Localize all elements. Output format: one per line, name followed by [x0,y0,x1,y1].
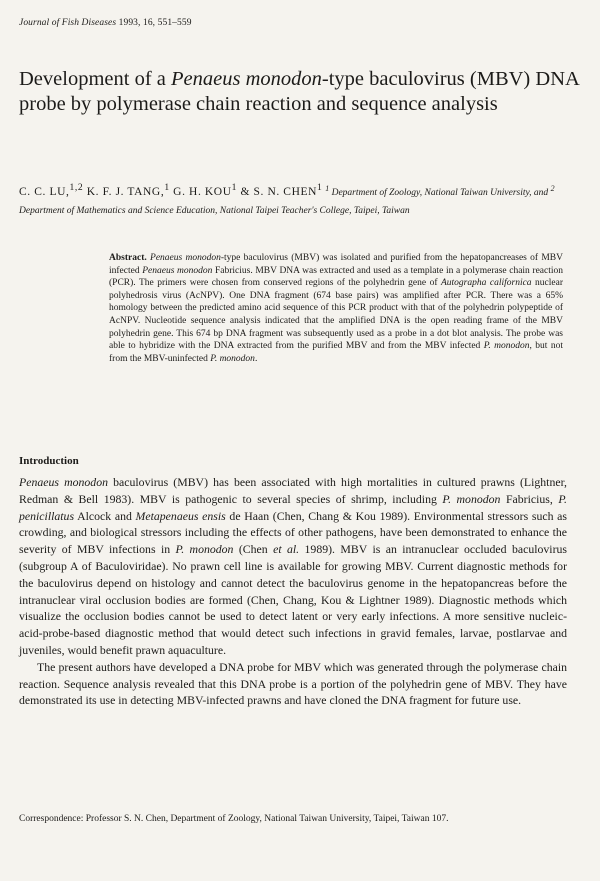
abstract-species: P. monodon [210,353,255,364]
affiliation-1: Department of Zoology, National Taiwan University, and [329,187,551,198]
author-sup: 1 [231,182,237,193]
title-species: Penaeus monodon [171,68,322,90]
author-sup: 1 [317,182,323,193]
author-chen: & S. N. CHEN [237,185,318,198]
abstract-text: Fabricius. MBV DNA was extracted and used as a template in a polymerase chain reaction (PCR). The primers were chosen from conserved regions of the polyhedrin gene of [109,265,564,289]
author-tang: K. F. J. TANG, [83,185,165,198]
intro-paragraph-1 [19,474,567,659]
intro-paragraph-2: The present authors have developed a DNA probe for MBV which was generated through the polymerase chain reaction. Sequence analysis revealed that this DNA probe is a portion of the polyhedrin gene of MBV. They have demonstrated its use in detecting MBV-infected prawns and have cloned the DNA fragment for future use. [19,659,567,708]
journal-name: Journal of Fish Diseases [19,18,117,28]
title-post: -type baculovirus (MBV) DNA probe by polymerase chain reaction and sequence analysis [19,68,579,115]
abstract-text: , but not from the MBV-uninfected [109,341,564,364]
author-sup: 1 [164,182,170,193]
journal-citation: 1993, 16, 551–559 [118,18,192,28]
abstract-species: Penaeus monodon [142,265,213,276]
abstract-species: Penaeus monodon [150,253,221,263]
abstract-label: Abstract. [109,253,147,263]
species-name: P. penicillatus [19,491,567,523]
author-kou: G. H. KOU [169,185,232,198]
affiliation-sup: 1 [325,183,330,193]
species-name: P. monodon [442,491,501,506]
abstract-text: nuclear polyhedrosis virus (AcNPV). One DNA fragment (674 base pairs) was amplified after PCR. There was a 65% homology between the predicted amino acid sequence of this PCR product with that of the polyhedrin polypeptide of AcNPV. Nucleotide sequence analysis indicated that the amplified DNA is the open reading frame of the MBV polyhedrin gene. This 674 bp DNA fragment was subsequently used as a probe in a dot blot analysis. The probe was able to hybridize with the DNA extracted from the purified MBV and from the MBV infected [109,278,564,352]
author-sup: 1,2 [69,182,84,193]
correspondence-footnote: Correspondence: Professor S. N. Chen, Department of Zoology, National Taiwan University, Taipei, Taiwan 107. [19,814,449,824]
species-name: Metapenaeus ensis [135,508,226,523]
abstract-species: Autographa californica [440,278,532,289]
author-names [19,182,323,198]
paragraph-text: de Haan (Chen, Chang & Kou 1989). Environmental stressors such as crowding, and biological stressors including the effects of other pathogens, have been demonstrated to enhance the severity of MBV infections in [19,508,567,557]
introduction-body [19,474,567,709]
author-lu: C. C. LU, [19,185,70,198]
section-heading-introduction: Introduction [19,455,79,467]
journal-header [19,18,192,28]
paragraph-text: 1989). MBV is an intranuclear occluded baculovirus (subgroup A of Baculoviridae). No prawn cell line is available for growing MBV. Current diagnostic methods for the baculovirus depend on histology and cannot detect the baculovirus genome in the hepatopancreas before the intranuclear viral occlusion bodies are formed (Chen, Chang, Kou & Lightner 1989). Diagnostic methods which visualize the occlusion bodies cannot be used to detect latent or very early infections. A more sensitive nucleic-acid-probe-based diagnostic method that would detect such infections in gravid females, larvae, postlarvae and juveniles, would benefit prawn aquaculture. [19,542,568,657]
paragraph-text: Alcock and [74,508,136,523]
species-name: Penaeus monodon [19,475,108,489]
abstract [109,252,563,365]
abstract-text: -type baculovirus (MBV) was isolated and purified from the hepatopancreases of MBV infected [109,253,563,276]
title-pre: Development of a [19,68,171,90]
paragraph-text: Fabricius, [500,491,559,506]
species-name: P. monodon [175,542,234,557]
paragraph-text: (Chen [233,542,274,557]
affiliation-2: Department of Mathematics and Science Education, National Taipei Teacher's College, Taipei, Taiwan [19,205,410,216]
author-block [19,179,579,220]
abstract-species: P. monodon [483,341,530,352]
abstract-text: . [254,353,258,364]
article-title [19,67,579,117]
paragraph-text: baculovirus (MBV) has been associated with high mortalities in cultured prawns (Lightner, Redman & Bell 1983). MBV is pathogenic to several species of shrimp, including [19,475,567,506]
citation-etal: et al. [273,542,300,557]
affiliation-sup: 2 [550,183,555,193]
